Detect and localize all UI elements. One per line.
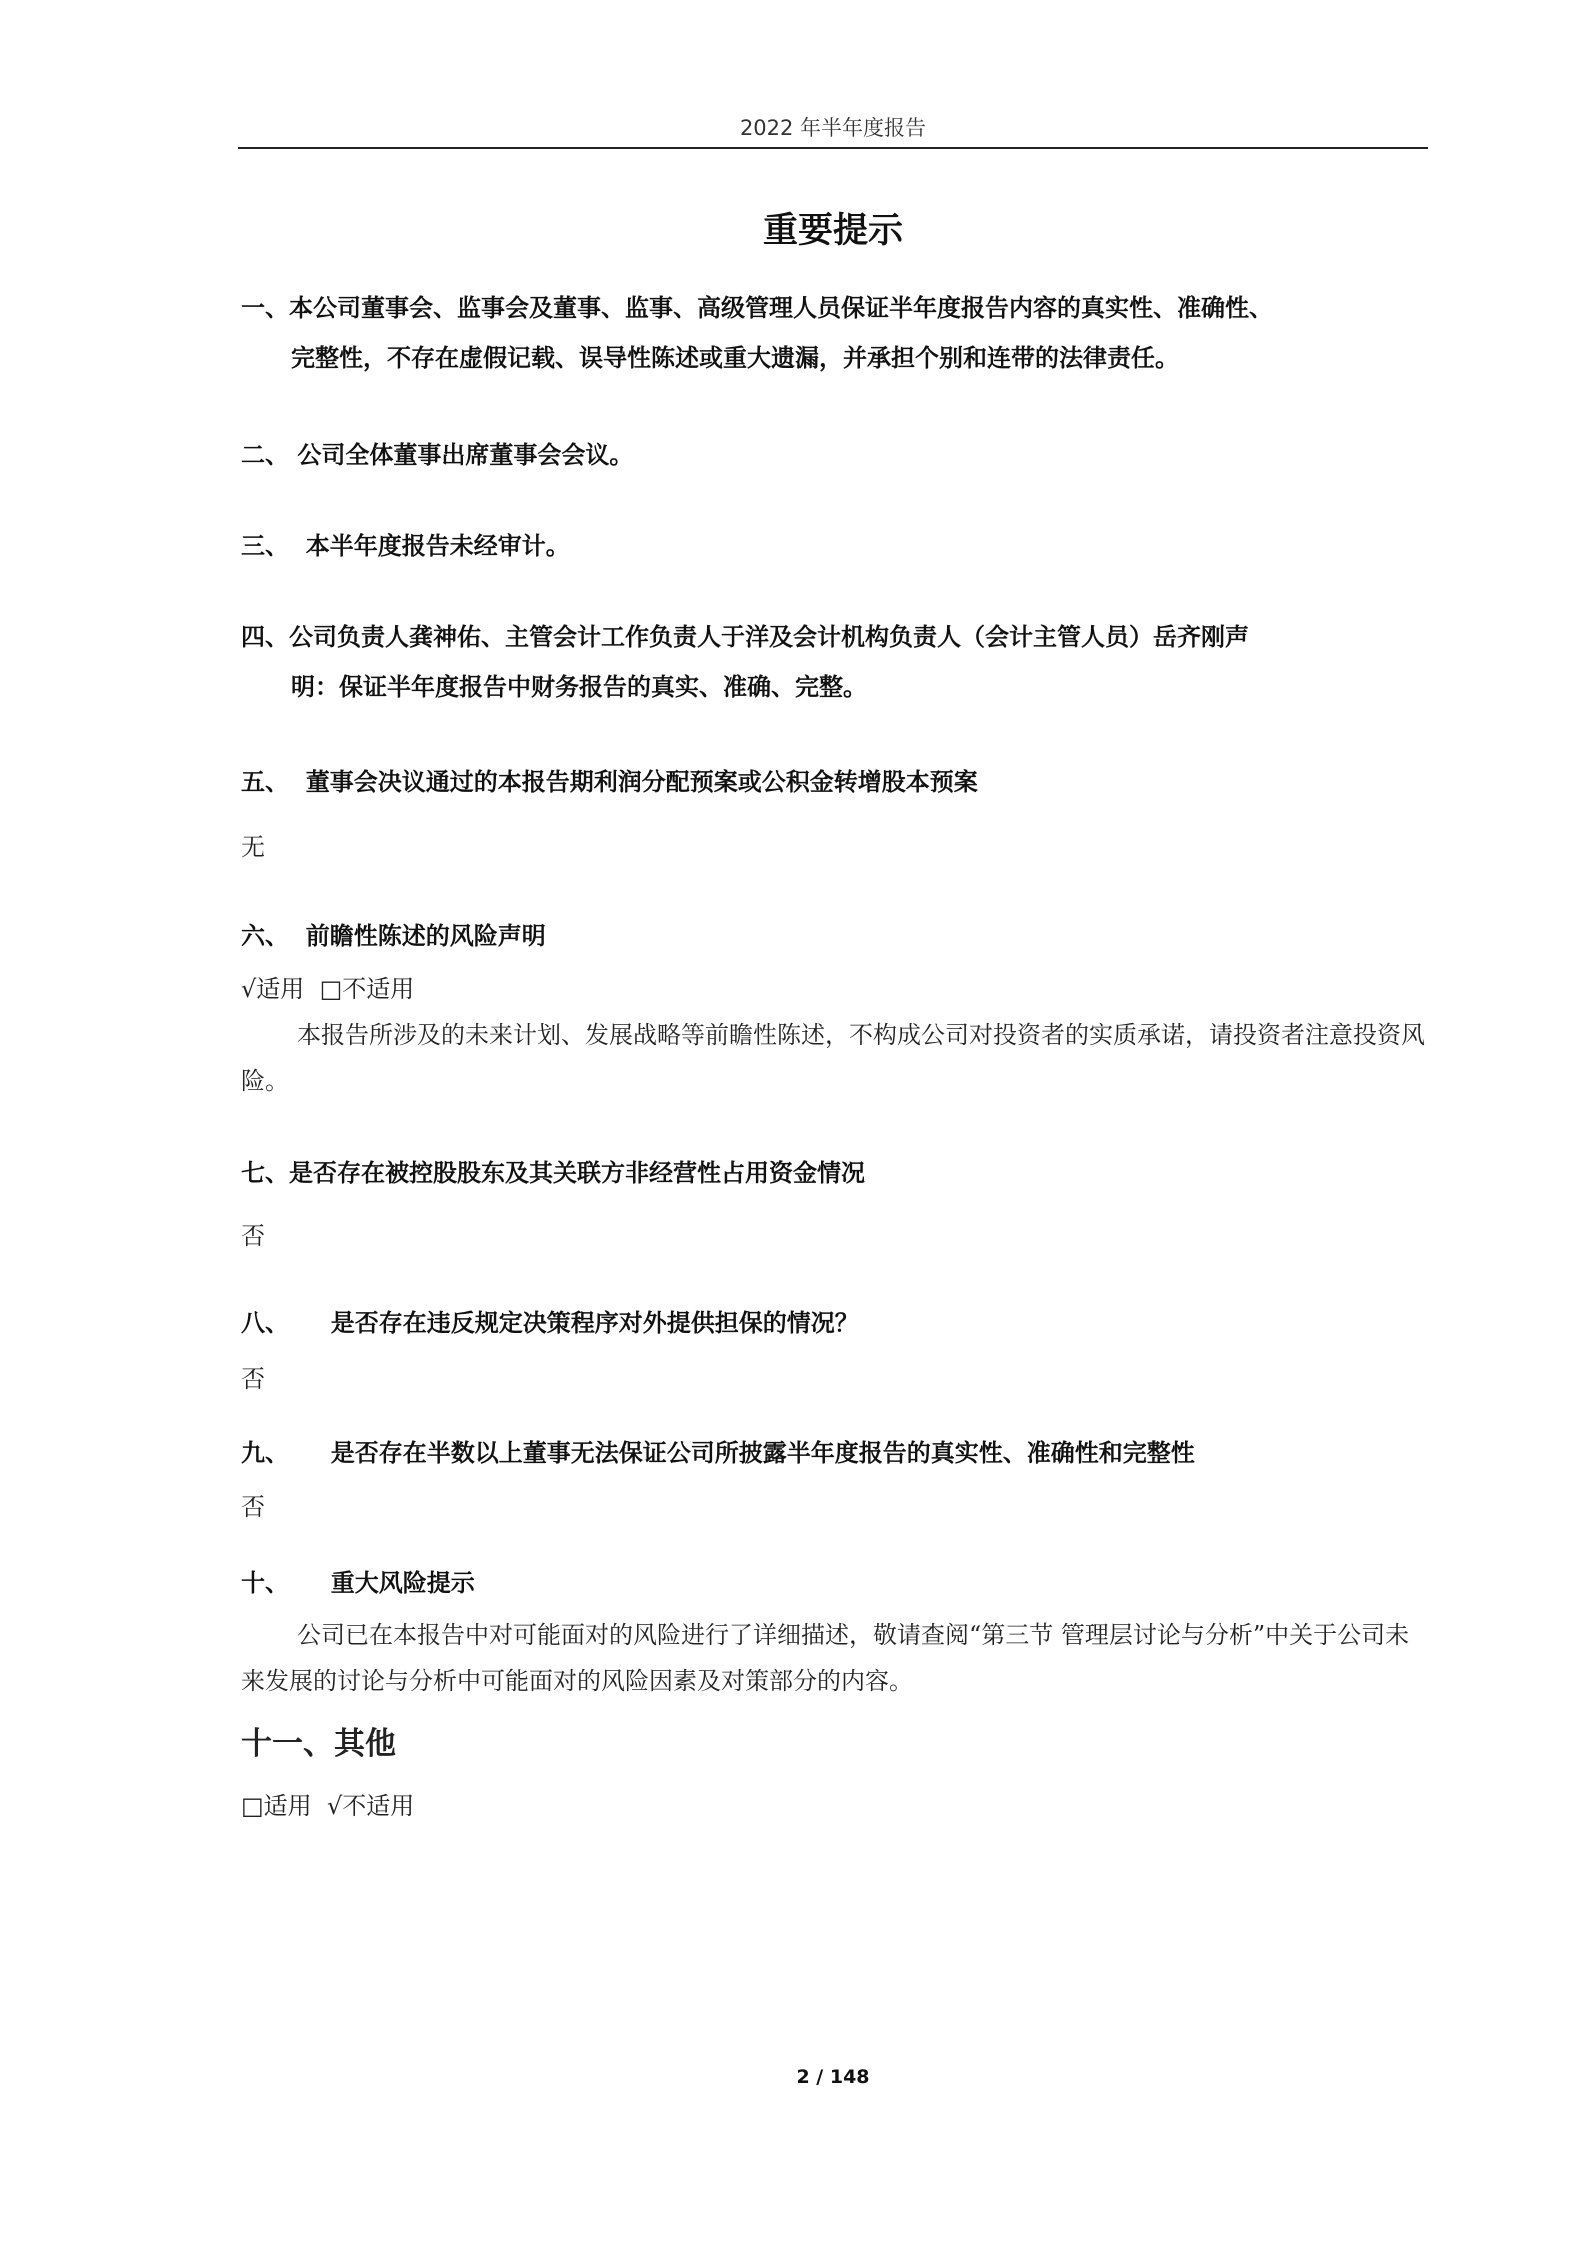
section-4 <box>241 612 1431 712</box>
section-6-applicability <box>241 966 1431 1012</box>
section-8 <box>241 1298 1431 1348</box>
section-1-line1: 本公司董事会、监事会及董事、监事、高级管理人员保证半年度报告内容的真实性、准确性、 <box>289 294 1273 322</box>
not-applicable-checked: √不适用 <box>326 1792 415 1820</box>
section-5-number: 五、 <box>241 768 289 796</box>
section-9-number: 九、 <box>241 1439 289 1467</box>
page-number: 2 / 148 <box>796 2066 870 2088</box>
section-6-number: 六、 <box>241 922 289 950</box>
section-2 <box>241 430 1431 480</box>
section-9-answer: 否 <box>241 1493 265 1521</box>
section-10 <box>241 1558 1431 1608</box>
applicable-unchecked: □适用 <box>241 1792 312 1820</box>
section-1 <box>241 283 1431 383</box>
section-4-number: 四、 <box>241 623 289 651</box>
section-5-answer: 无 <box>241 833 265 861</box>
page-title: 重要提示 <box>762 211 903 251</box>
section-10-number: 十、 <box>241 1569 289 1597</box>
section-7-text: 是否存在被控股股东及其关联方非经营性占用资金情况 <box>289 1159 865 1187</box>
section-4-line2: 明：保证半年度报告中财务报告的真实、准确、完整。 <box>291 673 867 701</box>
section-6 <box>241 911 1431 961</box>
section-6-text: 前瞻性陈述的风险声明 <box>305 922 546 950</box>
running-header: 2022 年半年度报告 <box>739 116 927 140</box>
section-1-line2: 完整性，不存在虚假记载、误导性陈述或重大遗漏，并承担个别和连带的法律责任。 <box>291 344 1179 372</box>
header-divider <box>238 147 1428 149</box>
section-5-text: 董事会决议通过的本报告期利润分配预案或公积金转增股本预案 <box>305 768 978 796</box>
section-9 <box>241 1428 1431 1478</box>
section-10-text: 重大风险提示 <box>330 1569 475 1597</box>
section-11-applicability <box>241 1783 1431 1829</box>
section-10-paragraph: 公司已在本报告中对可能面对的风险进行了详细描述，敬请查阅“第三节 管理层讨论与分析”中关于公司未来发展的讨论与分析中可能面对的风险因素及对策部分的内容。 <box>241 1621 1410 1695</box>
section-8-answer: 否 <box>241 1365 265 1393</box>
section-8-text: 是否存在违反规定决策程序对外提供担保的情况？ <box>330 1309 859 1337</box>
section-2-text: 公司全体董事出席董事会会议。 <box>297 441 634 469</box>
section-8-number: 八、 <box>241 1309 289 1337</box>
not-applicable-unchecked: □不适用 <box>319 975 415 1003</box>
section-9-text: 是否存在半数以上董事无法保证公司所披露半年度报告的真实性、准确性和完整性 <box>330 1439 1195 1467</box>
section-7-number: 七、 <box>241 1159 289 1187</box>
section-1-number: 一、 <box>241 294 289 322</box>
section-3 <box>241 521 1431 571</box>
section-2-number: 二、 <box>241 441 289 469</box>
section-6-paragraph: 本报告所涉及的未来计划、发展战略等前瞻性陈述，不构成公司对投资者的实质承诺，请投资者注意投资风险。 <box>241 1021 1425 1095</box>
section-7-answer: 否 <box>241 1222 265 1250</box>
applicable-checked: √适用 <box>241 975 305 1003</box>
section-4-line1: 公司负责人龚神佑、主管会计工作负责人于洋及会计机构负责人（会计主管人员）岳齐刚声 <box>289 623 1249 651</box>
section-7 <box>241 1148 1431 1198</box>
section-3-number: 三、 <box>241 532 289 560</box>
section-11-heading: 十一、其他 <box>241 1726 396 1762</box>
section-3-text: 本半年度报告未经审计。 <box>305 532 570 560</box>
section-5 <box>241 757 1431 807</box>
